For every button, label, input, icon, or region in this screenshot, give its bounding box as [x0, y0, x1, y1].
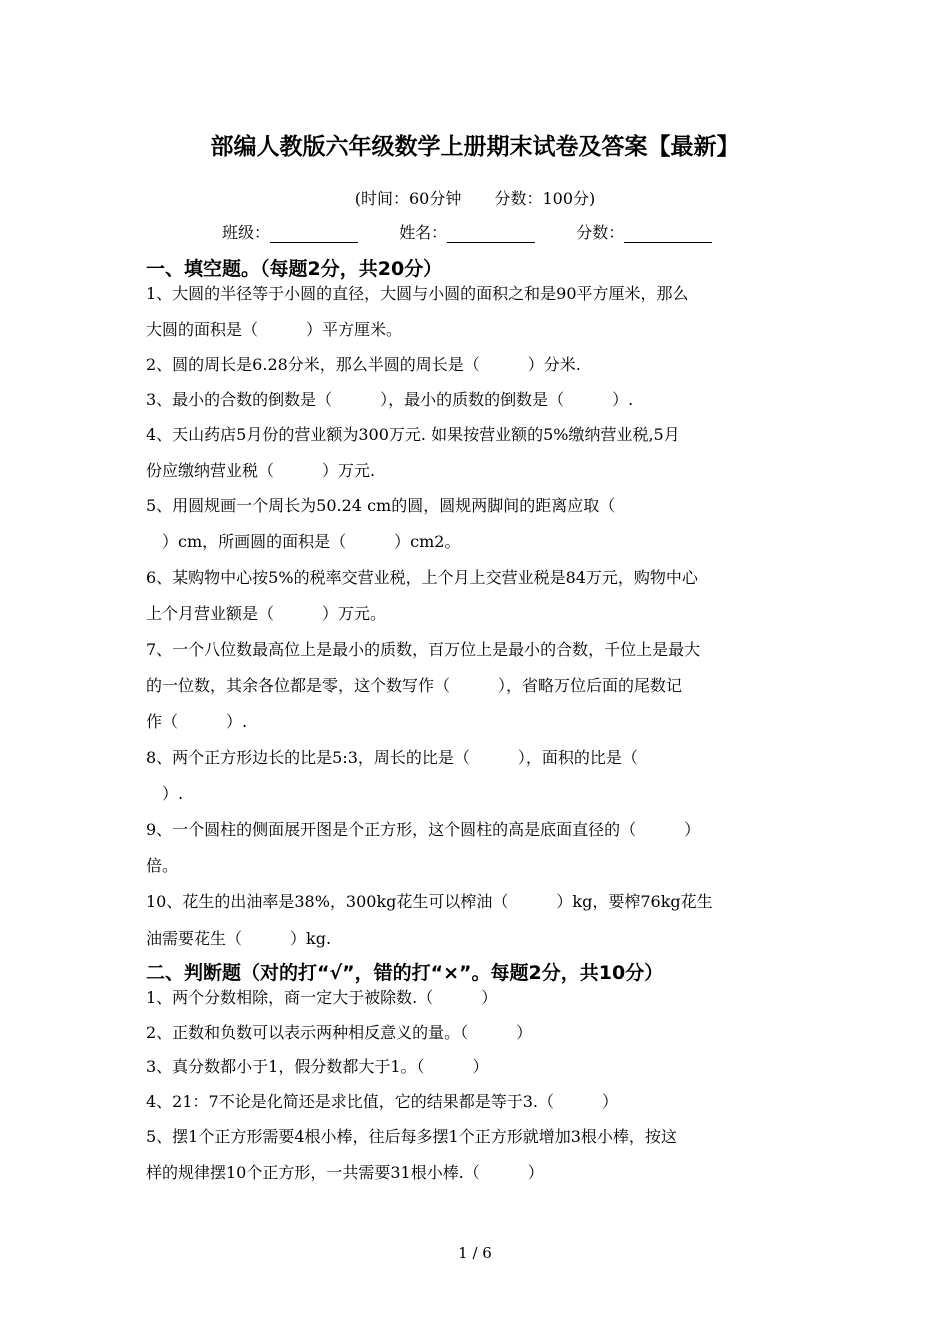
question-line: ）cm，所画圆的面积是（ ）cm2。 [146, 532, 461, 551]
question-line: 9、一个圆柱的侧面展开图是个正方形，这个圆柱的高是底面直径的（ ） [146, 820, 701, 839]
class-blank[interactable] [270, 226, 358, 243]
section-1-heading: 一、填空题。（每题2分，共20分） [146, 258, 443, 280]
question-line: 4、21：7不论是化简还是求比值，它的结果都是等于3.（ ） [146, 1092, 618, 1111]
question-line: 5、摆1个正方形需要4根小棒，往后每多摆1个正方形就增加3根小棒，按这 [146, 1127, 677, 1146]
score-blank[interactable] [624, 226, 712, 243]
question-line: 7、一个八位数最高位上是最小的质数，百万位上是最小的合数，千位上是最大 [146, 640, 701, 659]
score-label: 分数： [576, 223, 625, 242]
class-field [222, 220, 358, 243]
question-line: ）. [146, 784, 184, 803]
question-line: 3、最小的合数的倒数是（ ），最小的质数的倒数是（ ）. [146, 390, 634, 409]
page-number: 1 / 6 [458, 1244, 492, 1262]
question-line: 的一位数，其余各位都是零，这个数写作（ ），省略万位后面的尾数记 [146, 676, 683, 695]
class-label: 班级： [222, 223, 271, 242]
question-line: 4、天山药店5月份的营业额为300万元. 如果按营业额的5%缴纳营业税,5月 [146, 425, 680, 444]
question-line: 大圆的面积是（ ）平方厘米。 [146, 320, 403, 339]
student-info-fields [222, 220, 748, 243]
time-limit: (时间：60分钟 [354, 189, 462, 208]
exam-meta [0, 186, 950, 209]
name-blank[interactable] [447, 226, 535, 243]
question-line: 油需要花生（ ）kg. [146, 929, 332, 948]
question-line: 6、某购物中心按5%的税率交营业税，上个月上交营业税是84万元，购物中心 [146, 568, 698, 587]
question-line: 作（ ）. [146, 712, 248, 731]
question-line: 1、大圆的半径等于小圆的直径，大圆与小圆的面积之和是90平方厘米，那么 [146, 284, 689, 303]
question-line: 2、圆的周长是6.28分米，那么半圆的周长是（ ）分米. [146, 355, 581, 374]
name-label: 姓名： [399, 223, 448, 242]
score-field [576, 220, 712, 243]
question-line: 8、两个正方形边长的比是5:3，周长的比是（ ），面积的比是（ [146, 748, 638, 767]
question-line: 2、正数和负数可以表示两种相反意义的量。（ ） [146, 1023, 533, 1042]
question-line: 5、用圆规画一个周长为50.24 cm的圆，圆规两脚间的距离应取（ [146, 496, 616, 515]
question-line: 1、两个分数相除，商一定大于被除数.（ ） [146, 988, 498, 1007]
name-field [399, 220, 535, 243]
question-line: 份应缴纳营业税（ ）万元. [146, 461, 376, 480]
question-line: 3、真分数都小于1，假分数都大于1。（ ） [146, 1057, 489, 1076]
question-line: 倍。 [146, 856, 179, 875]
question-line: 上个月营业额是（ ）万元。 [146, 604, 387, 623]
section-2-heading: 二、判断题（对的打“√”，错的打“×”。每题2分，共10分） [146, 962, 664, 984]
total-score: 分数：100分) [494, 189, 596, 208]
page-title: 部编人教版六年级数学上册期末试卷及答案【最新】 [210, 134, 740, 160]
question-line: 样的规律摆10个正方形，一共需要31根小棒.（ ） [146, 1163, 544, 1182]
question-line: 10、花生的出油率是38%，300kg花生可以榨油（ ）kg，要榨76kg花生 [146, 892, 713, 911]
